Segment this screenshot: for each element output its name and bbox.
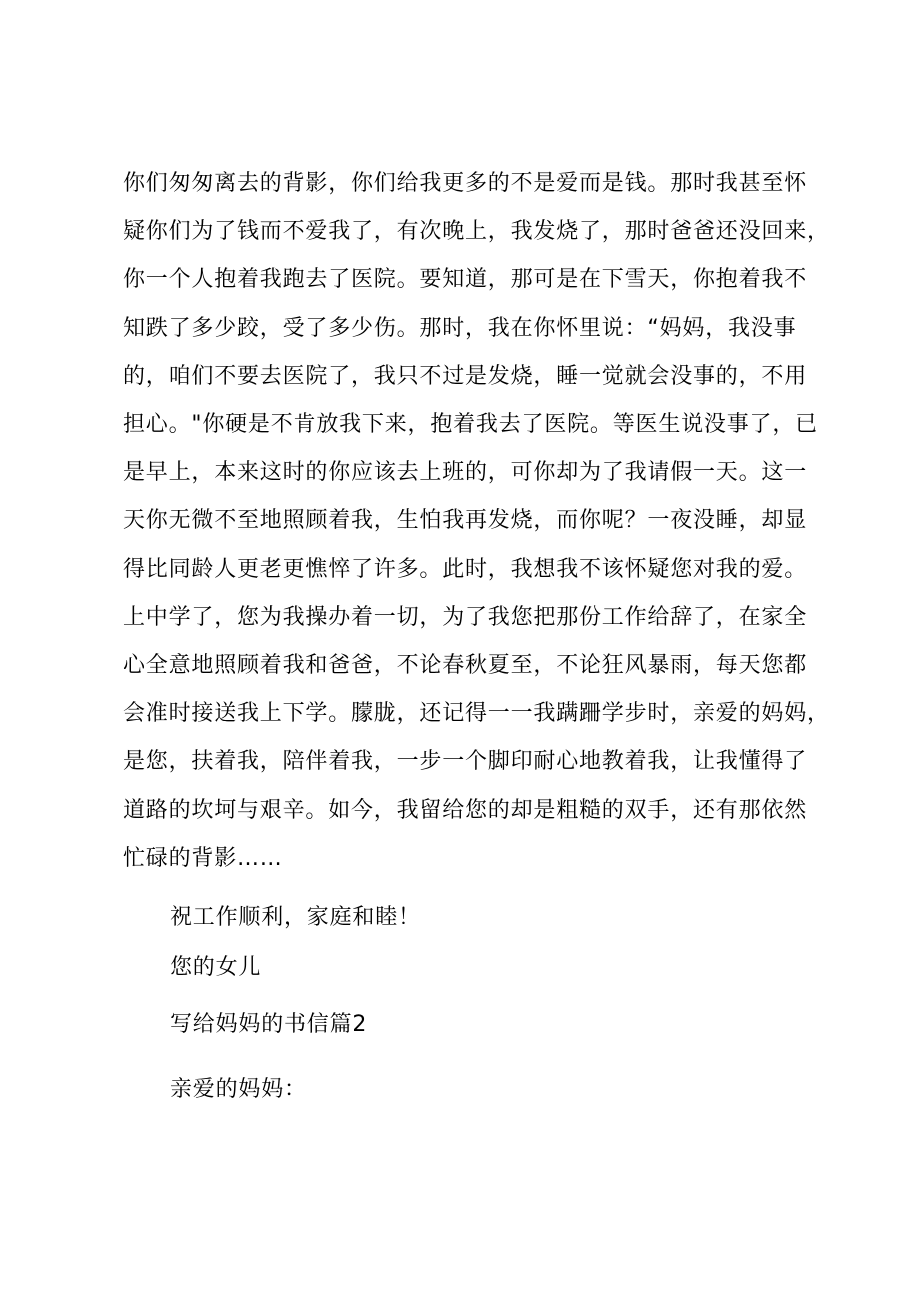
body-line: 会准时接送我上下学。朦胧，还记得一一我蹒跚学步时，亲爱的妈妈， — [123, 701, 830, 727]
letter-body — [123, 160, 830, 883]
body-line: 上中学了，您为我操办着一切，为了我您把那份工作给辞了，在家全 — [123, 604, 808, 630]
body-line: 道路的坎坷与艰辛。如今，我留给您的却是粗糙的双手，还有那依然 — [123, 797, 808, 823]
body-line: 你一个人抱着我跑去了医院。要知道，那可是在下雪天，你抱着我不 — [123, 267, 808, 293]
section-heading: 写给妈妈的书信篇2 — [170, 1012, 368, 1037]
body-line: 忙碌的背影…… — [123, 845, 283, 871]
body-line: 天你无微不至地照顾着我，生怕我再发烧，而你呢？一夜没睡，却显 — [123, 508, 808, 534]
body-line: 疑你们为了钱而不爱我了，有次晚上，我发烧了，那时爸爸还没回来， — [123, 219, 830, 245]
body-line: 心全意地照顾着我和爸爸，不论春秋夏至，不论狂风暴雨，每天您都 — [123, 653, 808, 679]
closing-wish: 祝工作顺利，家庭和睦！ — [170, 905, 421, 930]
body-line: 知跌了多少跤，受了多少伤。那时，我在你怀里说：“妈妈，我没事 — [123, 315, 797, 341]
body-line: 得比同龄人更老更憔悴了许多。此时，我想我不该怀疑您对我的爱。 — [123, 556, 808, 582]
body-line: 是早上，本来这时的你应该去上班的，可你却为了我请假一天。这一 — [123, 460, 808, 486]
salutation: 亲爱的妈妈： — [170, 1077, 307, 1102]
body-line: 担心。"你硬是不肯放我下来，抱着我去了医院。等医生说没事了，已 — [123, 412, 818, 438]
body-line: 是您，扶着我，陪伴着我，一步一个脚印耐心地教着我，让我懂得了 — [123, 749, 808, 775]
signature: 您的女儿 — [170, 955, 262, 980]
body-line: 的，咱们不要去医院了，我只不过是发烧，睡一觉就会没事的，不用 — [123, 363, 808, 389]
body-line: 你们匆匆离去的背影，你们给我更多的不是爱而是钱。那时我甚至怀 — [123, 171, 808, 196]
